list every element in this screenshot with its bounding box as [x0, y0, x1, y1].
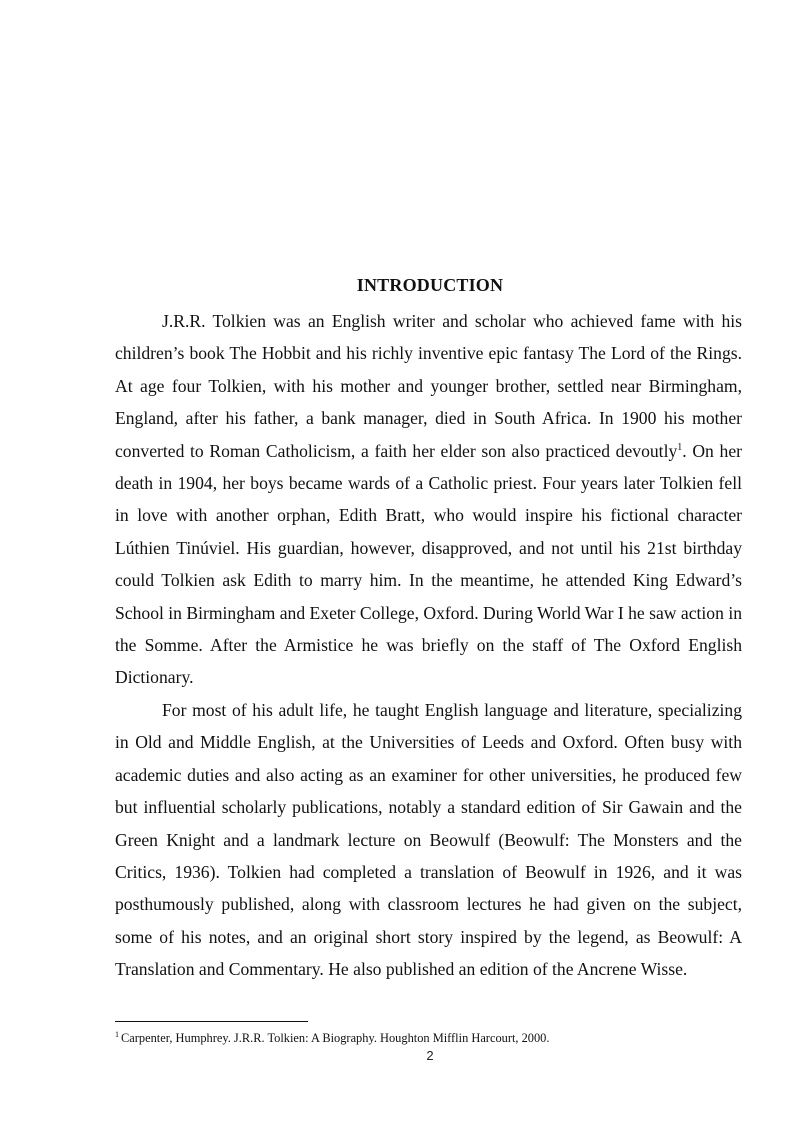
footnote-reference: 1 — [677, 441, 683, 453]
section-heading: INTRODUCTION — [356, 275, 504, 295]
paragraph-text: J.R.R. Tolkien was an English writer and scholar who achieved fame with his children’s book The Hobbit and his richly inventive epic fantasy The Lord of the Rings. At age four Tolkien, with his mother and younger brother, settled near Birmingham, England, after his father, a bank manager, died in South Africa. In 1900 his mother converted to Roman Catholicism, a faith her elder son also practiced devoutly — [115, 311, 742, 461]
footnote-text: Carpenter, Humphrey. J.R.R. Tolkien: A Biography. Houghton Mifflin Harcourt, 2000. — [121, 1031, 550, 1045]
paragraph: For most of his adult life, he taught English language and literature, specializing in Old and Middle English, at the Universities of Leeds and Oxford. Often busy with academic duties and also acting as an examiner for other universities, he produced few but influential scholarly publications, notably a standard edition of Sir Gawain and the Green Knight and a landmark lecture on Beowulf (Beowulf: The Monsters and the Critics, 1936). Tolkien had completed a translation of Beowulf in 1926, and it was posthumously published, along with classroom lectures he had given on the subject, some of his notes, and an original short story inspired by the legend, as Beowulf: A Translation and Commentary. He also published an edition of the Ancrene Wisse. — [115, 699, 742, 980]
body-text — [115, 305, 742, 986]
page-number: 2 — [426, 1048, 434, 1063]
footnote — [115, 1031, 742, 1045]
paragraph — [115, 305, 742, 694]
paragraph-text: . On her death in 1904, her boys became wards of a Catholic priest. Four years later Tolkien fell in love with another orphan, Edith Bratt, who would inspire his fictional character Lúthien Tinúviel. His guardian, however, disapproved, and not until his 21st birthday could Tolkien ask Edith to marry him. In the meantime, he attended King Edward’s School in Birmingham and Exeter College, Oxford. During World War I he saw action in the Somme. After the Armistice he was briefly on the staff of The Oxford English Dictionary. — [115, 440, 742, 688]
footnote-separator — [115, 1021, 308, 1022]
footnote-marker: 1 — [115, 1029, 119, 1039]
